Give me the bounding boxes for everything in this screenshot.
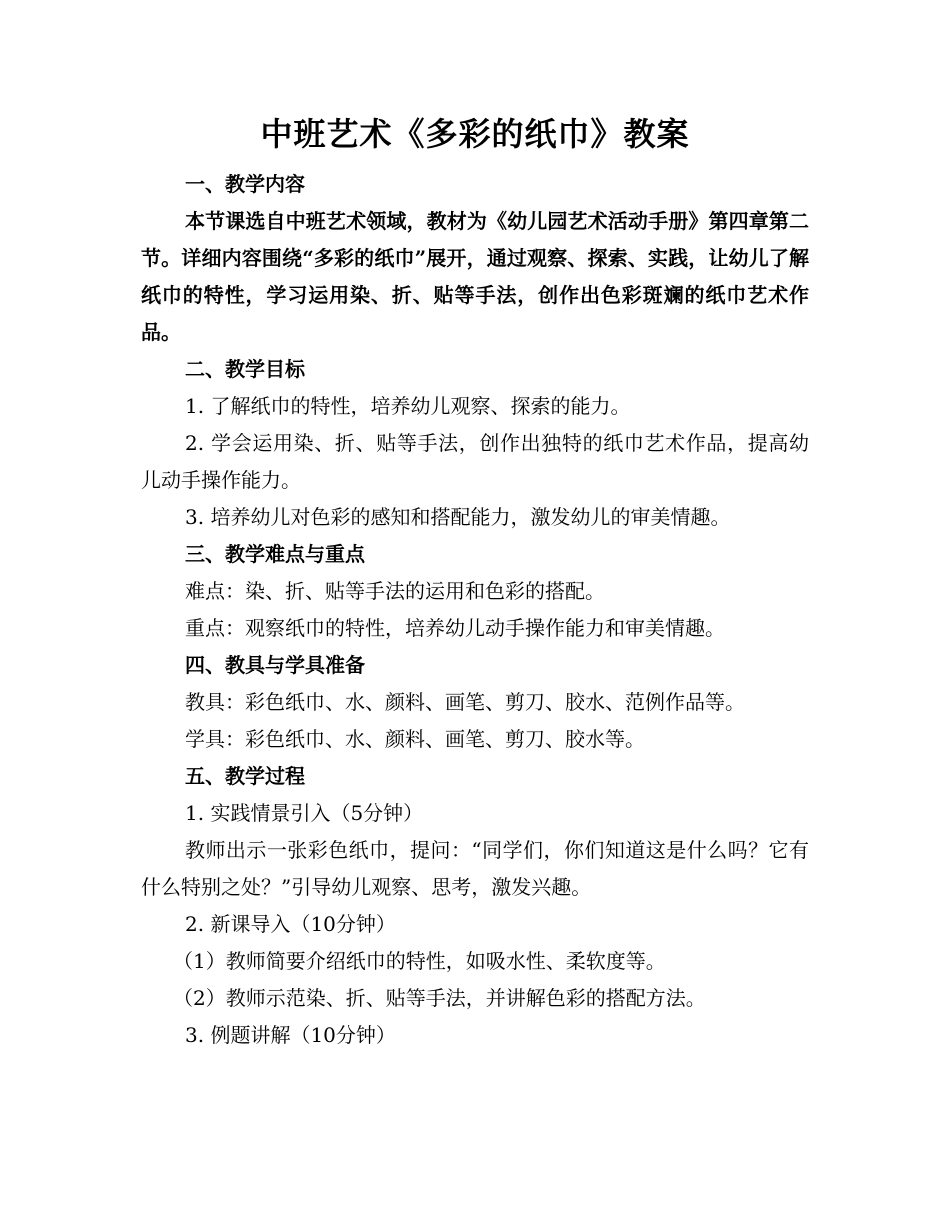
key-point-text: 重点：观察纸巾的特性，培养幼儿动手操作能力和审美情趣。 (185, 616, 725, 640)
student-materials: 学具：彩色纸巾、水、颜料、画笔、剪刀、胶水等。 (185, 727, 645, 751)
section-heading-objectives: 二、教学目标 (185, 357, 305, 381)
process-step-2-a: （1）教师简要介绍纸巾的特性，如吸水性、柔软度等。 (173, 949, 666, 973)
document-body (141, 166, 809, 1054)
process-step-1: 1. 实践情景引入（5分钟） (185, 801, 424, 825)
section-heading-process: 五、教学过程 (185, 764, 305, 788)
paragraph-content: 本节课选自中班艺术领域，教材为《幼儿园艺术活动手册》第四章第二节。详细内容围绕“多彩的纸巾”展开，通过观察、探索、实践，让幼儿了解纸巾的特性，学习运用染、折、贴等手法，创作出色彩斑斓的纸巾艺术作品。 (141, 209, 809, 344)
objective-item-3: 3. 培养幼儿对色彩的感知和搭配能力，激发幼儿的审美情趣。 (185, 505, 731, 529)
process-step-1-text: 教师出示一张彩色纸巾，提问：“同学们，你们知道这是什么吗？它有什么特别之处？”引导幼儿观察、思考，激发兴趣。 (141, 838, 809, 899)
document-title: 中班艺术《多彩的纸巾》教案 (260, 115, 690, 153)
process-step-2: 2. 新课导入（10分钟） (185, 912, 396, 936)
process-step-3: 3. 例题讲解（10分钟） (185, 1023, 396, 1047)
difficulty-text: 难点：染、折、贴等手法的运用和色彩的搭配。 (185, 579, 605, 603)
section-heading-content: 一、教学内容 (185, 172, 305, 196)
objective-item-1: 1. 了解纸巾的特性，培养幼儿观察、探索的能力。 (185, 394, 631, 418)
teacher-materials: 教具：彩色纸巾、水、颜料、画笔、剪刀、胶水、范例作品等。 (185, 690, 745, 714)
section-heading-materials: 四、教具与学具准备 (185, 653, 365, 677)
section-heading-difficulty: 三、教学难点与重点 (185, 542, 365, 566)
objective-item-2: 2. 学会运用染、折、贴等手法，创作出独特的纸巾艺术作品，提高幼儿动手操作能力。 (141, 431, 809, 492)
process-step-2-b: （2）教师示范染、折、贴等手法，并讲解色彩的搭配方法。 (173, 986, 706, 1010)
